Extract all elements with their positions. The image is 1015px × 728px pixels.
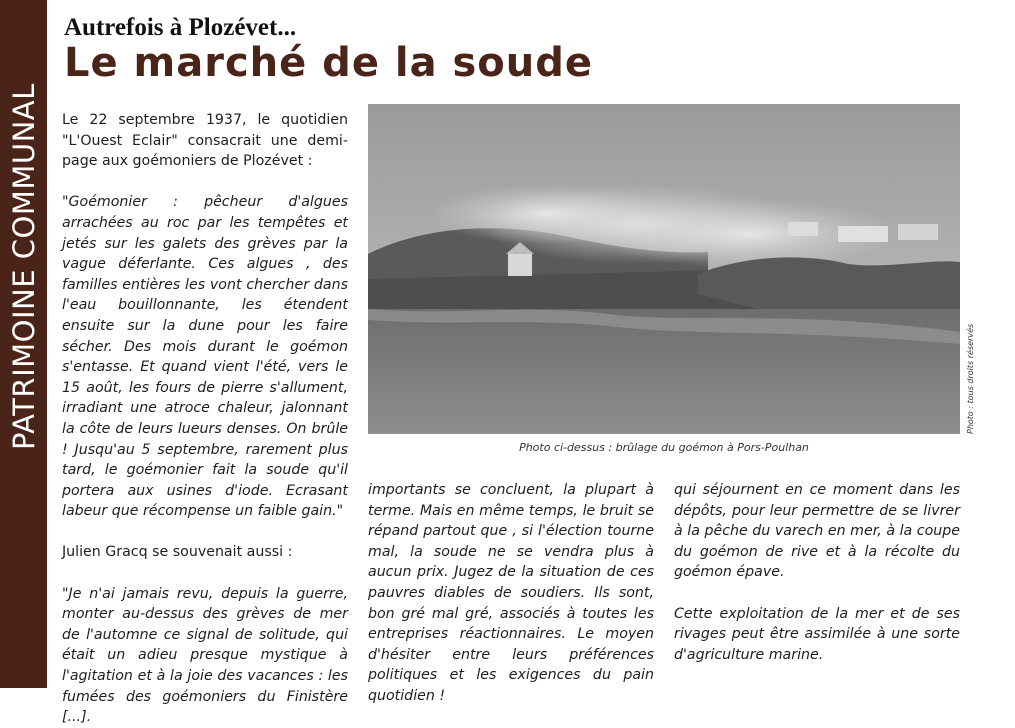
text-column-1 (62, 110, 348, 728)
gracq-intro: Julien Gracq se souvenait aussi : (62, 544, 293, 561)
photo-credit: Photo : tous droits réservés (966, 323, 975, 434)
section-label: PATRIMOINE COMMUNAL (7, 83, 41, 450)
photo-image (368, 104, 960, 434)
text-column-3 (674, 480, 960, 665)
intro-paragraph: Le 22 septembre 1937, le quotidien "L'Ouest Eclair" consacrait une demi-page aux goémoniers de Plozévet : (62, 112, 348, 170)
text-column-2 (368, 480, 654, 707)
newspaper-quote: "Goémonier : pêcheur d'algues arrachées au roc par les tempêtes et jetés sur les galets des grèves par la vague déferlante. Ces algues , des familles entières les vont chercher dans l'eau bouillonnante, les étendent ensuite sur la dune pour les faire sécher. Des mois durant le goémon s'entasse. Et quand vient l'été, vers le 15 août, les fours de pierre s'allument, irradiant une atroce chaleur, jalonnant la côte de leurs lueurs denses. On brûle ! Jusqu'au 5 septembre, rarement plus tard, le goémonier fait la soude qu'il portera aux usines d'iode. Ecrasant labeur que récompense un faible gain." (62, 194, 348, 520)
column2-paragraph: importants se concluent, la plupart à terme. Mais en même temps, le bruit se répand partout que , si l'élection tourne mal, la soude ne se vendra plus à aucun prix. Jugez de la situation de ces pauvres diables de soudiers. Ils sont, bon gré mal gré, associés à toutes les entreprises réactionnaires. Le moyen d'hésiter entre leurs préférences politiques et les exigences du pain quotidien ! (368, 482, 654, 704)
historic-photo (368, 104, 960, 434)
article-supertitle: Autrefois à Plozévet... (64, 14, 297, 41)
column3-paragraph-1: qui séjournent en ce moment dans les dépôts, pour leur permettre de se livrer à la pêche du varech en mer, à la coupe du goémon de rive et à la récolte du goémon épave. (674, 482, 960, 581)
photo-caption: Photo ci-dessus : brûlage du goémon à Pors-Poulhan (519, 441, 809, 454)
column3-paragraph-2: Cette exploitation de la mer et de ses rivages peut être assimilée à une sorte d'agriculture marine. (674, 605, 960, 663)
section-label-panel (2, 0, 46, 450)
article-title: Le marché de la soude (64, 40, 594, 86)
gracq-quote: "Je n'ai jamais revu, depuis la guerre, monter au-dessus des grèves de mer de l'automne ce signal de solitude, qui était un adieu presque mystique à l'agitation et à la joie des vacances : les fumées des goémoniers du Finistère [...]. (62, 585, 348, 726)
